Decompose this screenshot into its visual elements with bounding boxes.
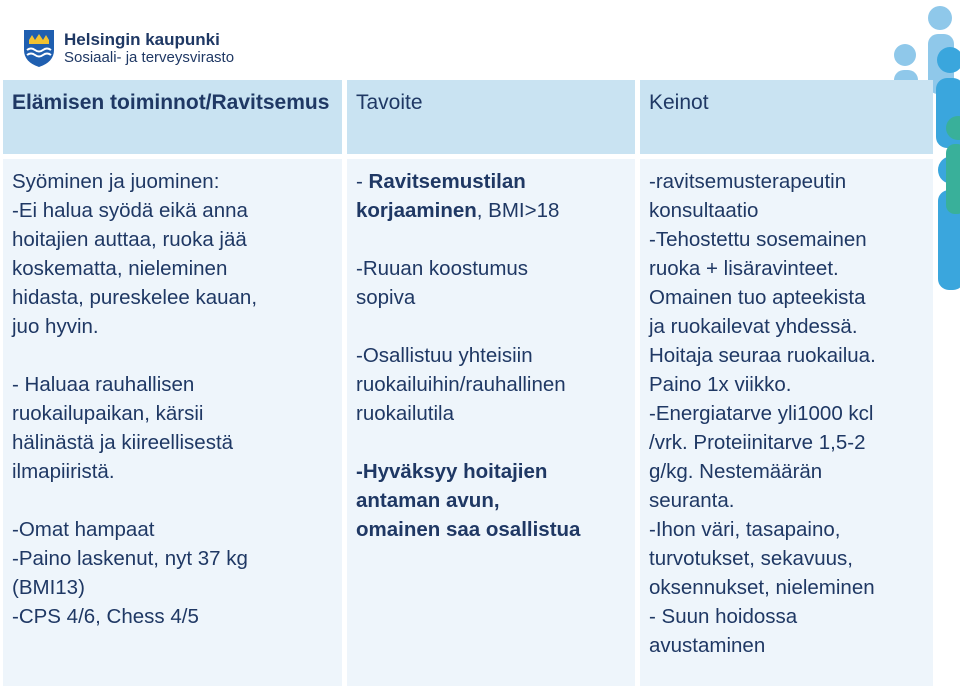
spacer [12,486,333,515]
care-plan-table [3,80,933,686]
spacer [356,428,626,457]
means-line: -Ihon väri, tasapaino, [649,518,841,541]
goal-line: -Osallistuu yhteisiin [356,344,533,367]
spacer [12,341,333,370]
activity-line: -CPS 4/6, Chess 4/5 [12,605,199,628]
goal-bold-1: Ravitsemustilan [368,170,526,193]
activity-line: koskematta, nieleminen [12,257,228,280]
goal-item-nutrition [356,167,626,196]
activity-line: ruokailupaikan, kärsii [12,402,204,425]
means-line: konsultaatio [649,199,759,222]
header-goal: Tavoite [356,91,423,114]
spacer [356,225,626,254]
logo-name: Helsingin kaupunki [64,30,220,49]
helsinki-logo [22,28,234,68]
activity-line: hoitajien auttaa, ruoka jää [12,228,247,251]
means-line: g/kg. Nestemäärän [649,460,823,483]
means-line: /vrk. Proteiinitarve 1,5-2 [649,431,866,454]
means-line: Hoitaja seuraa ruokailua. [649,344,876,367]
means-line: -Energiatarve yli1000 kcl [649,402,874,425]
activity-line: -Omat hampaat [12,518,155,541]
goal-bold-2: korjaaminen [356,199,477,222]
activity-line: ilmapiiristä. [12,460,115,483]
means-line: oksennukset, nieleminen [649,576,875,599]
goal-line-bold: -Hyväksyy hoitajien [356,460,548,483]
means-line: Paino 1x viikko. [649,373,792,396]
activity-cell [3,159,347,686]
spacer [356,312,626,341]
activity-line: hidasta, pureskelee kauan, [12,286,258,309]
means-line: -Tehostettu sosemainen [649,228,867,251]
header-cell-means [640,80,933,159]
activity-line: hälinästä ja kiireellisestä [12,431,234,454]
means-line: ruoka + lisäravinteet. [649,257,839,280]
activity-line: -Ei halua syödä eikä anna [12,199,248,222]
table-body-row [3,159,933,686]
goal-item-nutrition-2 [356,196,626,225]
activity-line: - Haluaa rauhallisen [12,373,195,396]
activity-line: juo hyvin. [12,315,99,338]
goal-prefix: - [356,170,369,193]
helsinki-crest-icon [22,28,56,68]
means-line: avustaminen [649,634,766,657]
goal-line-bold: omainen saa osallistua [356,518,581,541]
means-line: Omainen tuo apteekista [649,286,866,309]
means-line: -ravitsemusterapeutin [649,170,847,193]
means-line: seuranta. [649,489,735,512]
goal-line-bold: antaman avun, [356,489,500,512]
goal-line: ruokailutila [356,402,454,425]
means-cell [640,159,933,686]
activity-line: (BMI13) [12,576,85,599]
means-line: - Suun hoidossa [649,605,798,628]
goal-line: ruokailuihin/rauhallinen [356,373,566,396]
header-cell-activity [3,80,347,159]
goal-cell [347,159,640,686]
header-cell-goal [347,80,640,159]
goal-line: sopiva [356,286,416,309]
goal-bmi: , BMI>18 [476,199,560,222]
activity-line: -Paino laskenut, nyt 37 kg [12,547,248,570]
means-line: turvotukset, sekavuus, [649,547,853,570]
header-activity: Elämisen toiminnot/Ravitsemus [12,91,330,114]
logo-subname: Sosiaali- ja terveysvirasto [64,49,235,66]
header-means: Keinot [649,91,709,114]
table-header-row [3,80,933,159]
goal-line: -Ruuan koostumus [356,257,529,280]
activity-line: Syöminen ja juominen: [12,170,220,193]
means-line: ja ruokailevat yhdessä. [649,315,858,338]
